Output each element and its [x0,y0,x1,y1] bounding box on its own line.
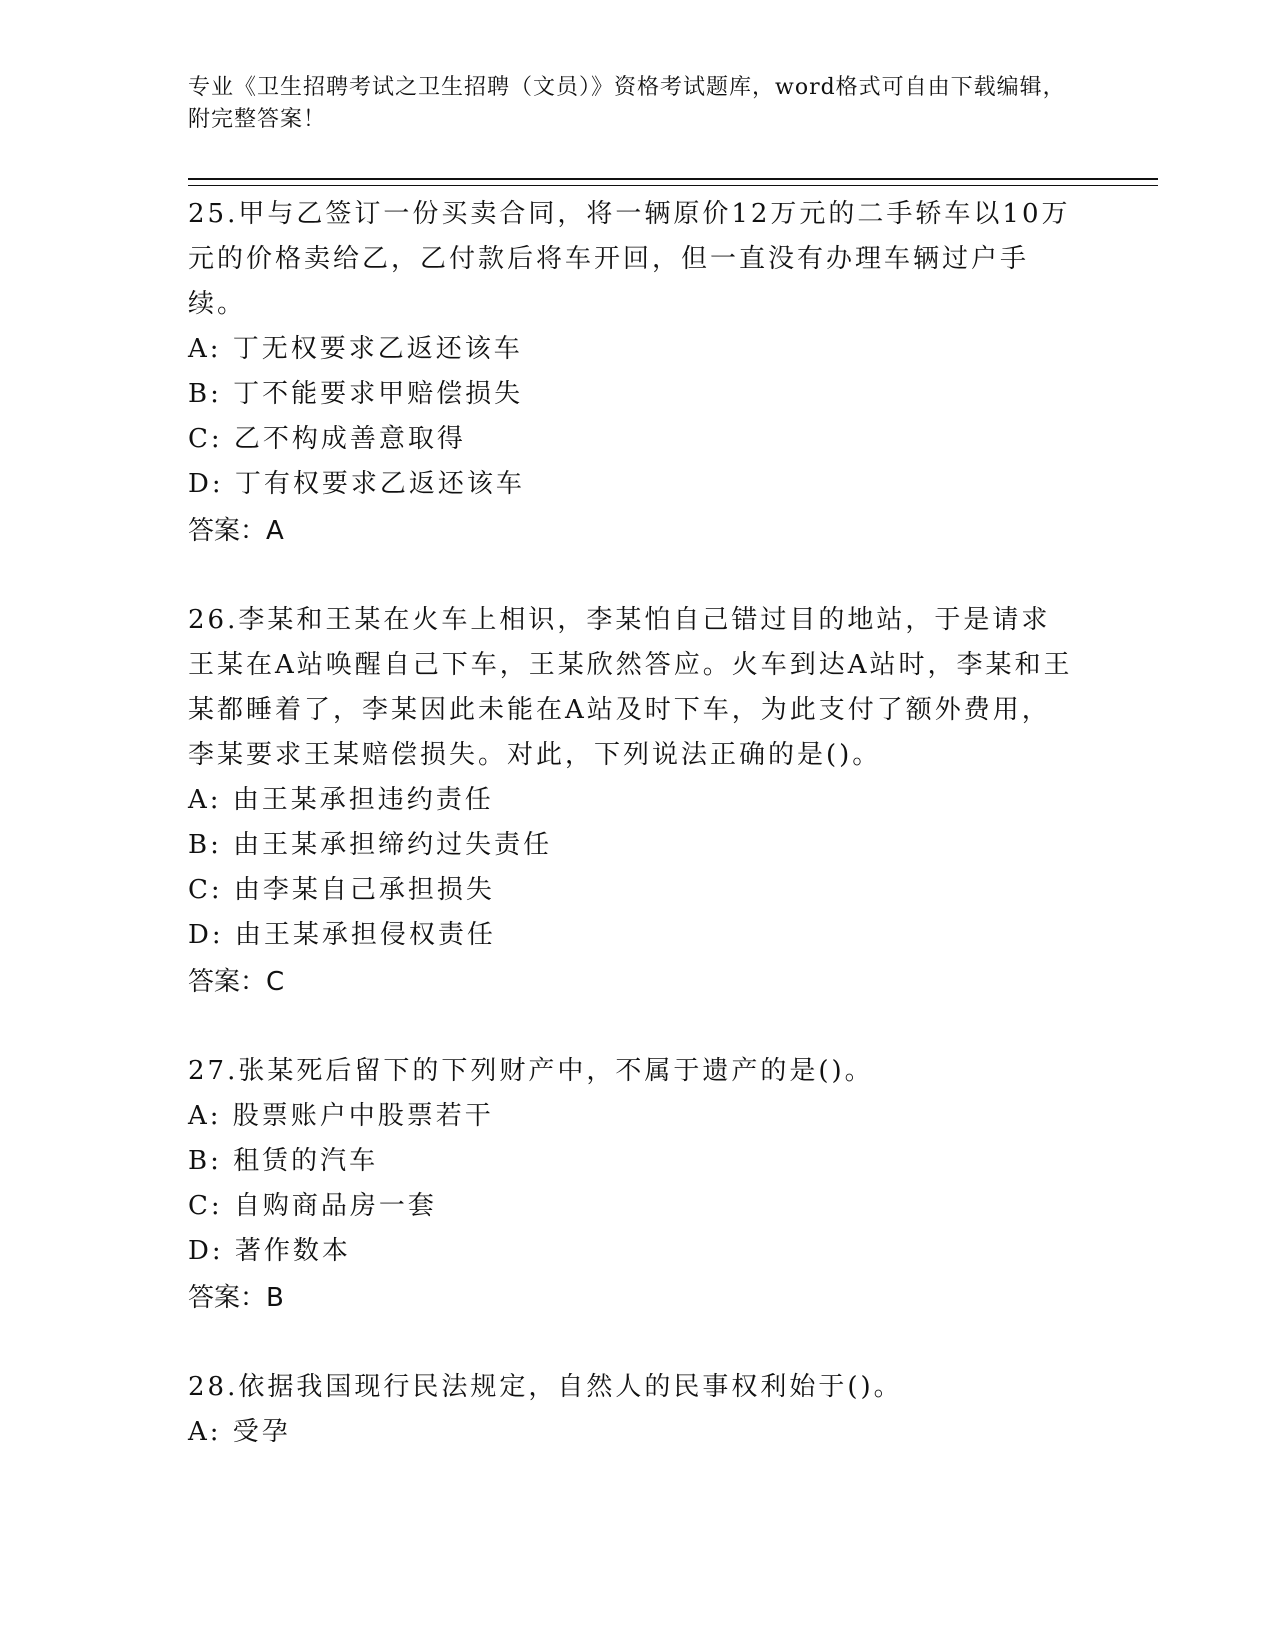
question-text: 26.李某和王某在火车上相识，李某怕自己错过目的地站，于是请求王某在A站唤醒自己下车，王某欣然答应。火车到达A站时，李某和王某都睡着了，李某因此未能在A站及时下车，为此支付了额外费用，李某要求王某赔偿损失。对此，下列说法正确的是()。 [188,605,1073,770]
option-a: A: 由王某承担违约责任 [188,785,494,815]
question-25 [188,192,1078,554]
option-c: C: 乙不构成善意取得 [188,424,466,454]
header-divider-thick [188,178,1158,180]
question-text: 28.依据我国现行民法规定，自然人的民事权利始于()。 [188,1372,903,1402]
option-b: B: 租赁的汽车 [188,1146,379,1176]
question-list [188,192,1078,1499]
option-d: D: 丁有权要求乙返还该车 [188,469,525,499]
question-text: 27.张某死后留下的下列财产中，不属于遗产的是()。 [188,1056,874,1086]
answer-line: 答案：C [188,967,285,997]
question-26 [188,598,1078,1005]
question-28 [188,1365,1078,1455]
option-a: A: 股票账户中股票若干 [188,1101,494,1131]
option-a: A: 受孕 [188,1417,291,1447]
option-c: C: 自购商品房一套 [188,1191,437,1221]
answer-line: 答案：A [188,516,284,546]
header-divider-thin [188,185,1158,186]
question-text: 25.甲与乙签订一份买卖合同，将一辆原价12万元的二手轿车以10万元的价格卖给乙，乙付款后将车开回，但一直没有办理车辆过户手续。 [188,199,1071,319]
document-header: 专业《卫生招聘考试之卫生招聘（文员）》资格考试题库，word格式可自由下载编辑，附完整答案！ [188,75,1066,132]
option-b: B: 由王某承担缔约过失责任 [188,830,553,860]
option-d: D: 著作数本 [188,1236,351,1266]
question-27 [188,1049,1078,1321]
option-a: A: 丁无权要求乙返还该车 [188,334,523,364]
answer-line: 答案：B [188,1283,284,1313]
option-d: D: 由王某承担侵权责任 [188,920,496,950]
option-b: B: 丁不能要求甲赔偿损失 [188,379,524,409]
option-c: C: 由李某自己承担损失 [188,875,495,905]
